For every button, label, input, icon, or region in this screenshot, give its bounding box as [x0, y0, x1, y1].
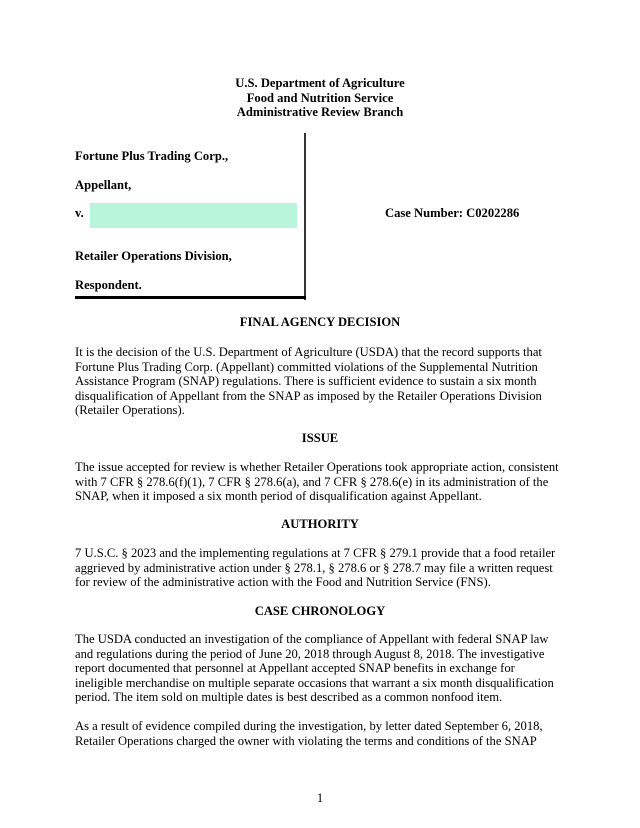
decision-paragraph	[75, 345, 575, 418]
caption-bottom-rule	[75, 296, 306, 299]
header-line: Food and Nutrition Service	[246, 91, 394, 105]
issue-paragraph	[75, 460, 575, 504]
text-line: As a result of evidence compiled during the investigation, by letter dated September 6, 2018,	[75, 719, 543, 733]
section-title-issue: ISSUE	[301, 431, 339, 445]
text-line: Retailer Operations charged the owner with violating the terms and conditions of the SNAP	[75, 733, 537, 748]
chronology-paragraph-1	[75, 632, 575, 705]
text-line: The USDA conducted an investigation of the compliance of Appellant with federal SNAP law	[75, 632, 549, 646]
text-line: Assistance Program (SNAP) regulations. There is sufficient evidence to sustain a six month	[75, 374, 537, 388]
text-line: Fortune Plus Trading Corp. (Appellant) committed violations of the Supplemental Nutrition	[75, 359, 538, 374]
chronology-paragraph-2	[75, 719, 575, 748]
header-line: Administrative Review Branch	[236, 105, 404, 119]
text-line: and regulations during the period of June 20, 2018 through August 8, 2018. The investigative	[75, 646, 545, 661]
versus-label: v.	[75, 206, 84, 220]
header-line: U.S. Department of Agriculture	[235, 76, 405, 90]
text-line: report documented that personnel at Appellant accepted SNAP benefits in exchange for	[75, 661, 515, 675]
respondent-label: Respondent.	[75, 278, 142, 292]
text-line: for review of the administrative action with the Food and Nutrition Service (FNS).	[75, 575, 491, 589]
authority-paragraph	[75, 546, 575, 590]
section-title-authority: AUTHORITY	[281, 517, 359, 531]
text-line: (Retailer Operations).	[75, 403, 185, 417]
text-line: 7 U.S.C. § 2023 and the implementing regulations at 7 CFR § 279.1 provide that a food retailer	[75, 546, 556, 560]
section-title-decision: FINAL AGENCY DECISION	[239, 315, 401, 329]
text-line: It is the decision of the U.S. Department of Agriculture (USDA) that the record supports that	[75, 345, 542, 359]
appellant-name: Fortune Plus Trading Corp.,	[75, 149, 229, 163]
text-line: SNAP, when it imposed a six month period of disqualification against Appellant.	[75, 489, 482, 503]
appellant-label: Appellant,	[75, 178, 132, 192]
redaction-box	[90, 203, 297, 228]
text-line: aggrieved by administrative action under § 278.1, § 278.6 or § 278.7 may file a written request	[75, 560, 553, 575]
text-line: ineligible merchandise on multiple separate occasions that warrant a six month disqualification	[75, 675, 554, 690]
page-number: 1	[316, 791, 324, 805]
text-line: period. The item sold on multiple dates is best described as a common nonfood item.	[75, 690, 503, 704]
text-line: The issue accepted for review is whether Retailer Operations took appropriate action, consistent	[75, 460, 559, 474]
text-line: disqualification of Appellant from the SNAP as imposed by the Retailer Operations Division	[75, 388, 542, 403]
respondent-name: Retailer Operations Division,	[75, 249, 232, 263]
caption-vertical-rule	[304, 133, 306, 300]
section-title-chronology: CASE CHRONOLOGY	[254, 604, 386, 618]
text-line: with 7 CFR § 278.6(f)(1), 7 CFR § 278.6(a), and 7 CFR § 278.6(e) in its administration of the	[75, 474, 549, 489]
case-number: Case Number: C0202286	[385, 206, 520, 220]
